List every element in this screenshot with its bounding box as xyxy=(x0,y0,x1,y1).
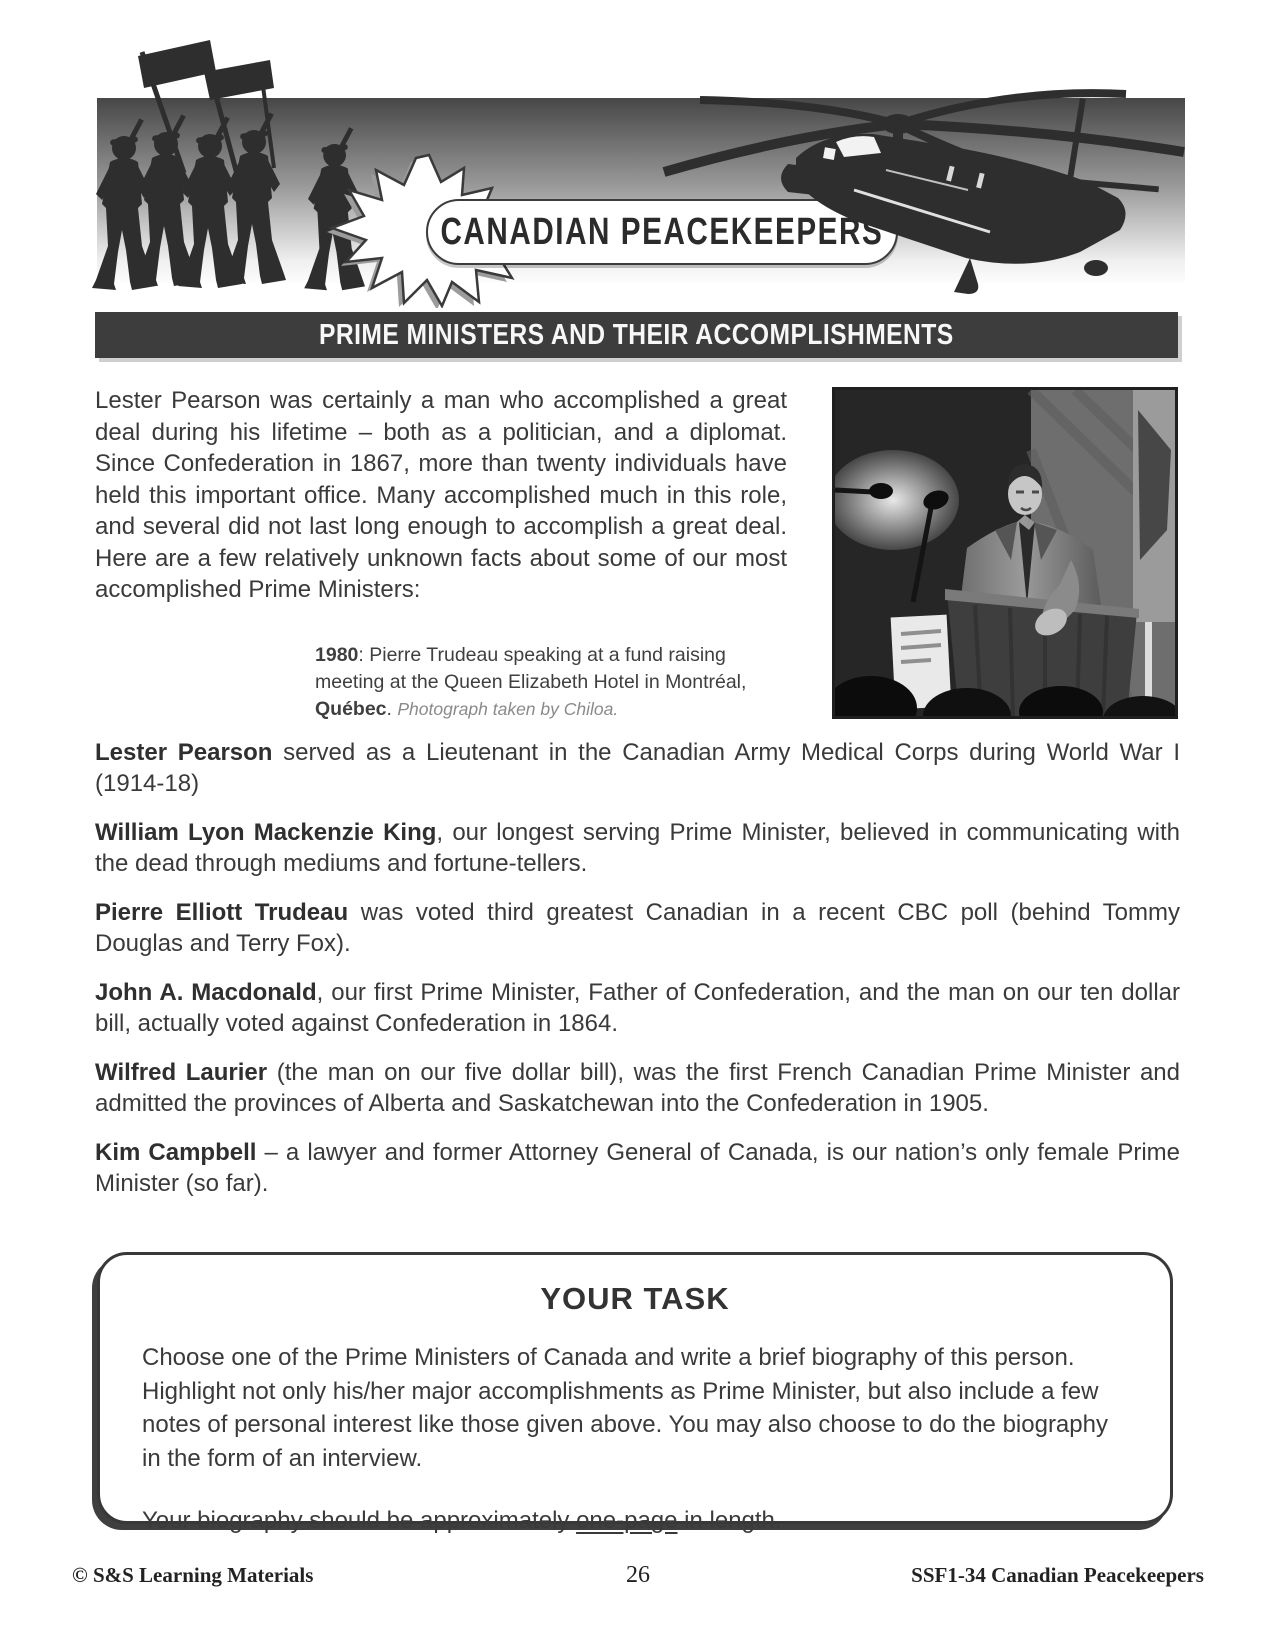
trudeau-photo xyxy=(832,387,1178,719)
section-title-bar xyxy=(95,312,1178,358)
task-length-note: Your biography should be approximately one-page in length. xyxy=(142,1507,782,1534)
fact-campbell: Kim Campbell – a lawyer and former Attorney General of Canada, is our nation’s only female Prime Minister (so far). xyxy=(95,1139,1181,1197)
footer-product-code: SSF1-34 Canadian Peacekeepers xyxy=(911,1563,1204,1587)
intro-column xyxy=(95,385,787,723)
footer-copyright: © S&S Learning Materials xyxy=(72,1563,314,1587)
fact-trudeau: Pierre Elliott Trudeau was voted third greatest Canadian in a recent CBC poll (behind Tommy Douglas and Terry Fox). xyxy=(95,899,1180,957)
intro-section xyxy=(95,385,1180,723)
caption-place: Québec xyxy=(315,697,387,720)
caption-credit: Photograph taken by Chiloa. xyxy=(397,698,619,719)
fact-laurier: Wilfred Laurier (the man on our five dollar bill), was the first French Canadian Prime Minister and admitted the provinces of Alberta and Saskatchewan into the Confederation in 1905. xyxy=(95,1059,1180,1117)
page-footer xyxy=(72,1562,1204,1589)
header-banner xyxy=(0,0,1275,310)
fact-pearson: Lester Pearson served as a Lieutenant in the Canadian Army Medical Corps during World War I (1914-18) xyxy=(95,739,1180,797)
one-page-underline: one-page xyxy=(576,1507,678,1534)
photo-caption: 1980: Pierre Trudeau speaking at a fund raising meeting at the Queen Elizabeth Hotel in Montréal, Québec. Photograph taken by Chiloa. xyxy=(315,643,747,720)
fact-macdonald: John A. Macdonald, our first Prime Minister, Father of Confederation, and the man on our ten dollar bill, actually voted against Confederation in 1864. xyxy=(95,979,1180,1037)
task-instructions: Choose one of the Prime Ministers of Canada and write a brief biography of this person. Highlight not only his/her major accomplishments as Prime Minister, but also include a few notes of personal interest like those given above. You may also choose to do the biography in the form of an interview. xyxy=(142,1344,1108,1472)
fact-king: William Lyon Mackenzie King, our longest serving Prime Minister, believed in communicating with the dead through mediums and fortune-tellers. xyxy=(95,819,1180,877)
intro-paragraph: Lester Pearson was certainly a man who accomplished a great deal during his lifetime – both as a politician, and a diplomat. Since Confederation in 1867, more than twenty individuals have held this important office. Many accomplished much in this role, and several did not last long enough to accomplish a great deal. Here are a few relatively unknown facts about some of our most accomplished Prime Ministers: xyxy=(95,387,787,603)
facts-list xyxy=(95,737,1180,1217)
section-title: PRIME MINISTERS AND THEIR ACCOMPLISHMENTS xyxy=(319,318,954,351)
helicopter-icon xyxy=(648,72,1188,308)
task-title: YOUR TASK xyxy=(540,1281,730,1316)
footer-page-number: 26 xyxy=(625,1562,650,1588)
caption-text: : Pierre Trudeau speaking at a fund raising meeting at the Queen Elizabeth Hotel in Montréal, xyxy=(315,643,747,693)
your-task-box xyxy=(97,1252,1173,1534)
page-title: CANADIAN PEACEKEEPERS xyxy=(440,210,884,253)
caption-year: 1980 xyxy=(315,643,359,666)
